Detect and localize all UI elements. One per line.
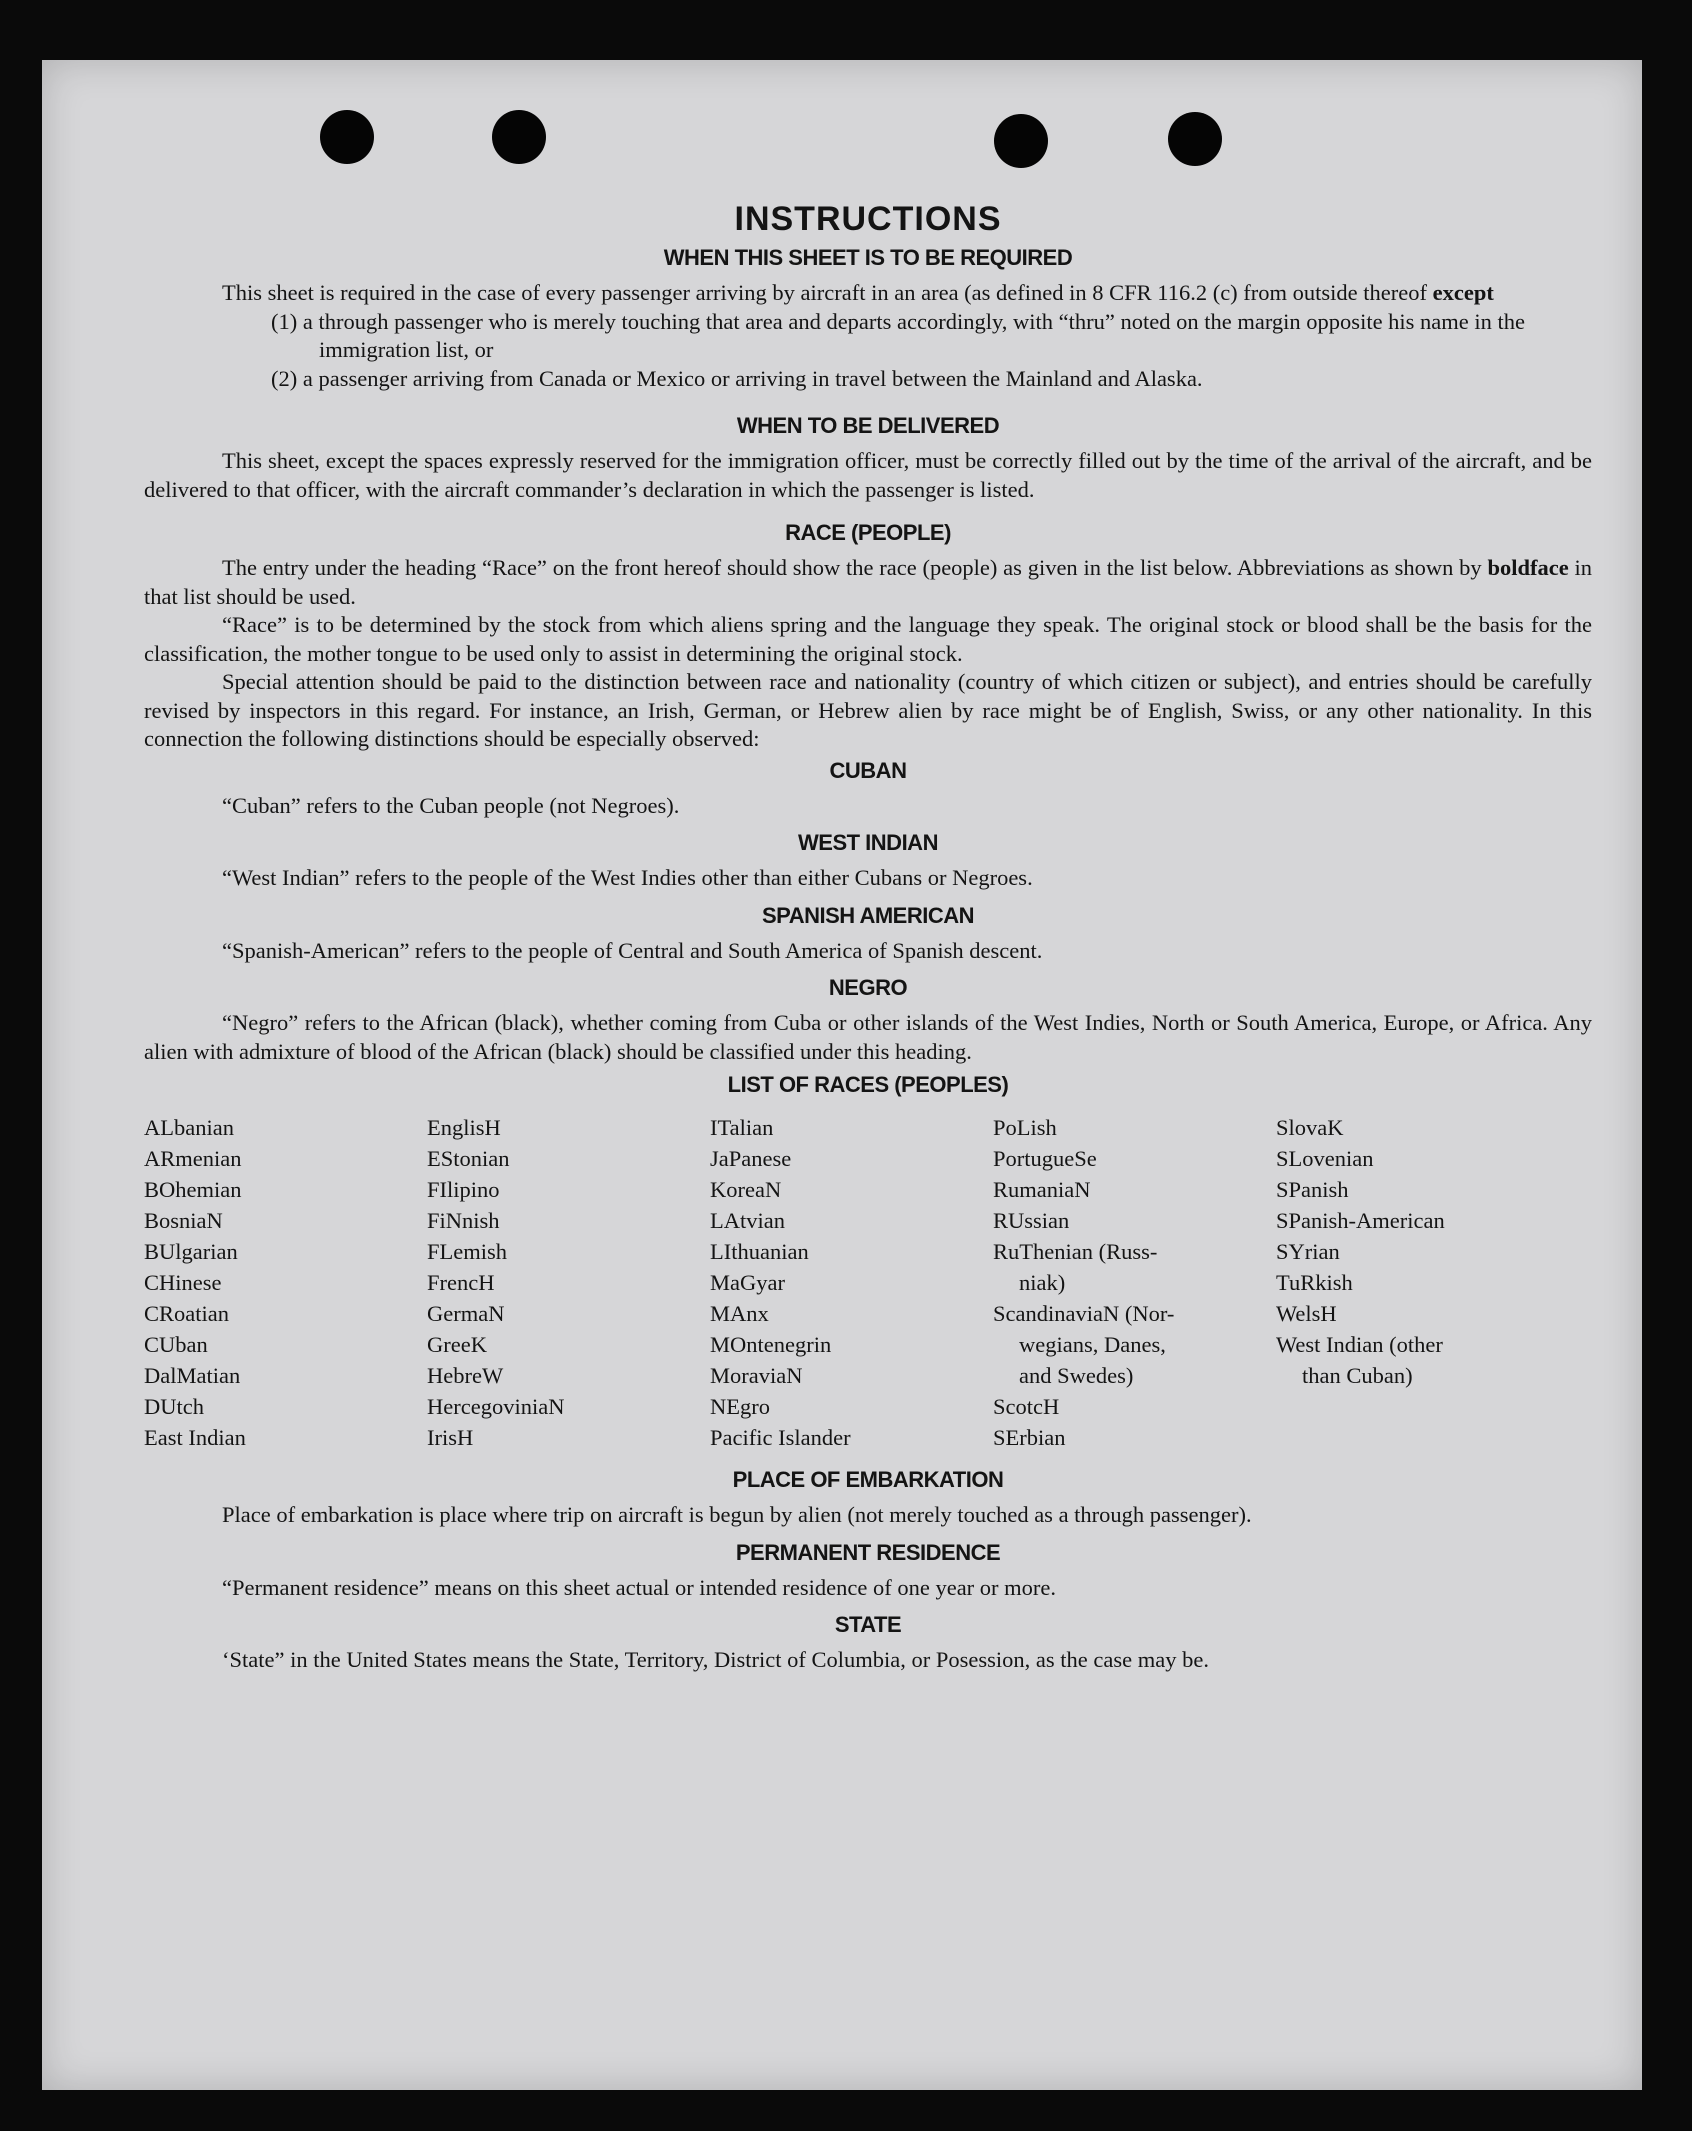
race-entry: NEgro — [710, 1394, 770, 1419]
residence-paragraph: “Permanent residence” means on this sheet actual or intended residence of one year or more. — [222, 1574, 1057, 1600]
races-column — [993, 1112, 1276, 1453]
spanish-american-paragraph: “Spanish-American” refers to the people of Central and South America of Spanish descent. — [222, 937, 1043, 963]
race-paragraph-1: The entry under the heading “Race” on the front hereof should show the race (people) as given in the list below. Abbreviations as shown by boldface in that list should be used. — [144, 555, 1593, 609]
race-entry: WelsH — [1276, 1301, 1337, 1326]
race-entry: LAtvian — [710, 1208, 785, 1233]
race-entry: BUlgarian — [144, 1239, 238, 1264]
exception-item: (1) a through passenger who is merely touching that area and departs accordingly, with “thru” noted on the margin opposite his name in the immigration list, or — [271, 308, 1526, 362]
race-entry: RuThenian (Russ- — [993, 1239, 1158, 1264]
race-entry: SErbian — [993, 1425, 1066, 1450]
race-entry: ARmenian — [144, 1146, 242, 1171]
race-entry: RUssian — [993, 1208, 1070, 1233]
race-entry: CUban — [144, 1332, 208, 1357]
races-column — [427, 1112, 710, 1453]
race-entry: GreeK — [427, 1332, 487, 1357]
race-entry: BosniaN — [144, 1208, 223, 1233]
race-entry: LIthuanian — [710, 1239, 809, 1264]
race-entry: FrencH — [427, 1270, 495, 1295]
punch-hole — [320, 110, 374, 164]
embarkation-paragraph: Place of embarkation is place where trip on aircraft is begun by alien (not merely touched as a through passenger). — [222, 1502, 1252, 1527]
race-entry: EStonian — [427, 1146, 510, 1171]
race-entry: GermaN — [427, 1301, 505, 1326]
race-entry: West Indian (other — [1276, 1332, 1443, 1357]
race-entry: HercegoviniaN — [427, 1394, 565, 1419]
race-entry: BOhemian — [144, 1177, 242, 1202]
race-entry: FIlipino — [427, 1177, 500, 1202]
race-entry-continuation: wegians, Danes, — [1019, 1332, 1166, 1357]
race-entry: ScandinaviaN (Nor- — [993, 1301, 1175, 1326]
races-column — [1276, 1112, 1559, 1453]
punch-hole — [1168, 112, 1222, 166]
race-entry-continuation: than Cuban) — [1302, 1363, 1413, 1388]
section-heading-races-list: LIST OF RACES (PEOPLES) — [727, 1072, 1009, 1097]
section-heading-negro: NEGRO — [828, 975, 908, 1000]
page-title: INSTRUCTIONS — [734, 200, 1002, 238]
race-entry: TuRkish — [1276, 1270, 1353, 1295]
section-heading-spanish-american: SPANISH AMERICAN — [761, 902, 974, 928]
race-entry: ALbanian — [144, 1115, 234, 1140]
exception-item: (2) a passenger arriving from Canada or Mexico or arriving in travel between the Mainland and Alaska. — [271, 365, 1203, 391]
race-entry: KoreaN — [710, 1177, 782, 1202]
delivered-paragraph: This sheet, except the spaces expressly reserved for the immigration officer, must be correctly filled out by the time of the arrival of the aircraft, and be delivered to that officer, with the aircraft commander’s declaration in which the passenger is listed. — [144, 448, 1592, 502]
race-paragraph-3: Special attention should be paid to the distinction between race and nationality (country of which citizen or subject), and entries should be carefully revised by inspectors in this regard. For instance, an Irish, German, or Hebrew alien by race might be of English, Swiss, or any other nationality. In this connection the following distinctions should be especially observed: — [144, 669, 1592, 751]
race-entry: IrisH — [427, 1425, 474, 1450]
negro-paragraph: “Negro” refers to the African (black), whether coming from Cuba or other islands of the West Indies, North or South America, Europe, or Africa. Any alien with admixture of blood of the African (black) should be classified under this heading. — [144, 1010, 1592, 1064]
section-heading-required: WHEN THIS SHEET IS TO BE REQUIRED — [663, 245, 1073, 270]
west-indian-paragraph: “West Indian” refers to the people of the West Indies other than either Cubans or Negroes. — [222, 865, 1033, 890]
punch-hole — [994, 114, 1048, 168]
race-entry: MOntenegrin — [710, 1332, 832, 1357]
races-list — [144, 1112, 1592, 1453]
punch-hole — [492, 110, 546, 164]
section-heading-race: RACE (PEOPLE) — [785, 520, 951, 545]
race-entry: MoraviaN — [710, 1363, 803, 1388]
section-heading-residence: PERMANENT RESIDENCE — [735, 1539, 1001, 1565]
section-heading-cuban: CUBAN — [829, 757, 907, 783]
races-column — [144, 1112, 427, 1453]
race-entry: FLemish — [427, 1239, 508, 1264]
exception-list — [271, 308, 1592, 394]
race-entry: East Indian — [144, 1425, 246, 1450]
race-entry: SPanish — [1276, 1177, 1349, 1202]
race-entry: SYrian — [1276, 1239, 1340, 1264]
race-entry: CHinese — [144, 1270, 222, 1295]
required-paragraph: This sheet is required in the case of every passenger arriving by aircraft in an area (as defined in 8 CFR 116.2 (c) from outside thereof except — [222, 280, 1494, 305]
race-entry: SlovaK — [1276, 1115, 1344, 1140]
races-column — [710, 1112, 993, 1453]
race-entry: SPanish-American — [1276, 1208, 1445, 1233]
race-entry: DalMatian — [144, 1363, 241, 1388]
race-entry: CRoatian — [144, 1301, 229, 1326]
section-heading-state: STATE — [834, 1612, 902, 1637]
race-entry: DUtch — [144, 1394, 204, 1419]
race-entry: RumaniaN — [993, 1177, 1091, 1202]
race-entry: JaPanese — [710, 1146, 792, 1171]
race-entry: ITalian — [710, 1115, 774, 1140]
section-heading-embarkation: PLACE OF EMBARKATION — [732, 1467, 1004, 1492]
state-paragraph: ‘State” in the United States means the State, Territory, District of Columbia, or Posession, as the case may be. — [222, 1647, 1209, 1672]
race-entry-continuation: niak) — [1019, 1270, 1066, 1295]
race-entry: Pacific Islander — [710, 1425, 851, 1450]
document-sheet — [42, 60, 1642, 2090]
race-entry: MaGyar — [710, 1270, 785, 1295]
race-entry: HebreW — [427, 1363, 504, 1388]
race-entry: EnglisH — [427, 1115, 501, 1140]
race-entry: SLovenian — [1276, 1146, 1374, 1171]
race-entry: FiNnish — [427, 1208, 500, 1233]
race-entry: PortugueSe — [993, 1146, 1097, 1171]
race-entry: PoLish — [993, 1115, 1057, 1140]
section-heading-west-indian: WEST INDIAN — [798, 830, 938, 855]
cuban-paragraph: “Cuban” refers to the Cuban people (not Negroes). — [222, 792, 680, 818]
race-entry-continuation: and Swedes) — [1019, 1363, 1134, 1388]
race-entry: MAnx — [710, 1301, 769, 1326]
instructions-content — [144, 200, 1592, 1675]
race-entry: ScotcH — [993, 1394, 1060, 1419]
section-heading-delivered: WHEN TO BE DELIVERED — [736, 413, 1000, 438]
race-paragraph-2: “Race” is to be determined by the stock from which aliens spring and the language they speak. The original stock or blood shall be the basis for the classification, the mother tongue to be used only to assist in determining the original stock. — [144, 612, 1592, 666]
except-emphasis: except — [1432, 280, 1494, 305]
